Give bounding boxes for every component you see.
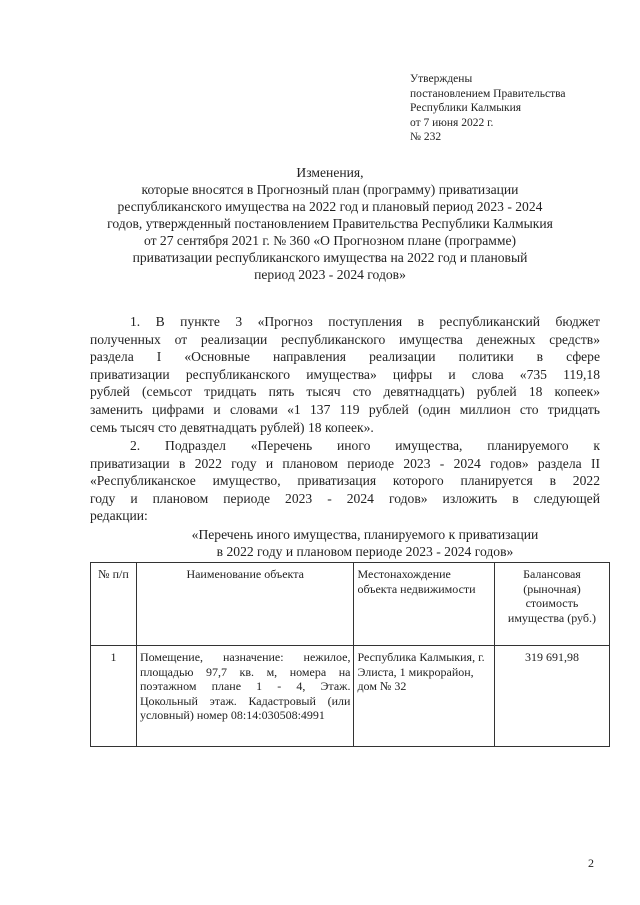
title-line: республиканского имущества на 2022 год и плановый период 2023 - 2024 [117,199,543,214]
paragraph-line: 1. В пункте 3 «Прогноз поступления в республиканский бюджет [130,314,600,329]
title-line: приватизации республиканского имущества на 2022 год и плановый [132,250,528,265]
paragraph-line: приватизации республиканского имущества» цифры и слова «735 119,18 [90,366,600,382]
paragraph-line: году и плановом периоде 2023 - 2024 годов» изложить в следующей [90,490,600,506]
paragraph-line: семь тысяч сто девятнадцать рублей) 18 копеек». [90,419,374,435]
paragraph-line: редакции: [90,508,148,524]
page-number: 2 [588,856,594,870]
title-line: период 2023 - 2024 годов» [254,267,406,282]
paragraph-line: раздела I «Основные направления реализации политики в сфере [90,349,600,365]
table-row [91,646,610,747]
list-title-line: «Перечень иного имущества, планируемого к приватизации [191,527,539,542]
title-line: от 27 сентября 2021 г. № 360 «О Прогнозном плане (программе) [143,233,517,248]
paragraph-line: рублей (семьсот тридцать пять тысяч сто девятнадцать) рублей 18 копеек» [90,384,600,400]
approval-stamp [410,72,625,145]
paragraph-2 [90,437,600,525]
paragraph-line: «Республиканское имущество, приватизация которого планируется в 2022 [90,473,600,489]
cell-name: Помещение, назначение: нежилое, площадью 97,7 кв. м, номера на поэтажном плане 1 - 4, Этаж. Цокольный этаж. Кадастровый (или условный) номер 08:14:030508:4991 [136,646,354,747]
approval-number: № 232 [410,131,442,143]
list-title-line: в 2022 году и плановом периоде 2023 - 2024 годов» [216,544,514,559]
cell-num: 1 [91,646,137,747]
paragraph-line: заменить цифрами и словами «1 137 119 рублей (один миллион сто тридцать [90,401,600,417]
assets-table [90,562,610,747]
approval-line: Республики Калмыкия [410,102,522,114]
list-title [150,526,580,560]
table-header-row [91,563,610,646]
cell-location: Республика Калмыкия, г. Элиста, 1 микрорайон, дом № 32 [354,646,494,747]
paragraph-line: приватизации в 2022 году и плановом периоде 2023 - 2024 годов» раздела II [90,455,600,471]
paragraph-line: полученных от реализации республиканского имущества денежных средств» [90,331,600,347]
header-name: Наименование объекта [136,563,354,646]
paragraph-line: 2. Подраздел «Перечень иного имущества, планируемого к [130,438,600,453]
header-value: Балансовая (рыночная) стоимость имущества (руб.) [494,563,609,646]
approval-date: от 7 июня 2022 г. [410,116,494,129]
approval-line: постановлением Правительства [410,87,566,100]
title-line: которые вносятся в Прогнозный план (программу) приватизации [141,182,519,197]
paragraph-1 [90,313,600,436]
title-line: годов, утвержденный постановлением Правительства Республики Калмыкия [107,216,553,231]
cell-value: 319 691,98 [494,646,609,747]
header-num: № п/п [91,563,137,646]
approval-line: Утверждены [410,73,473,85]
header-location: Местонахождение объекта недвижимости [354,563,494,646]
document-title [80,164,580,283]
title-line: Изменения, [296,165,364,180]
